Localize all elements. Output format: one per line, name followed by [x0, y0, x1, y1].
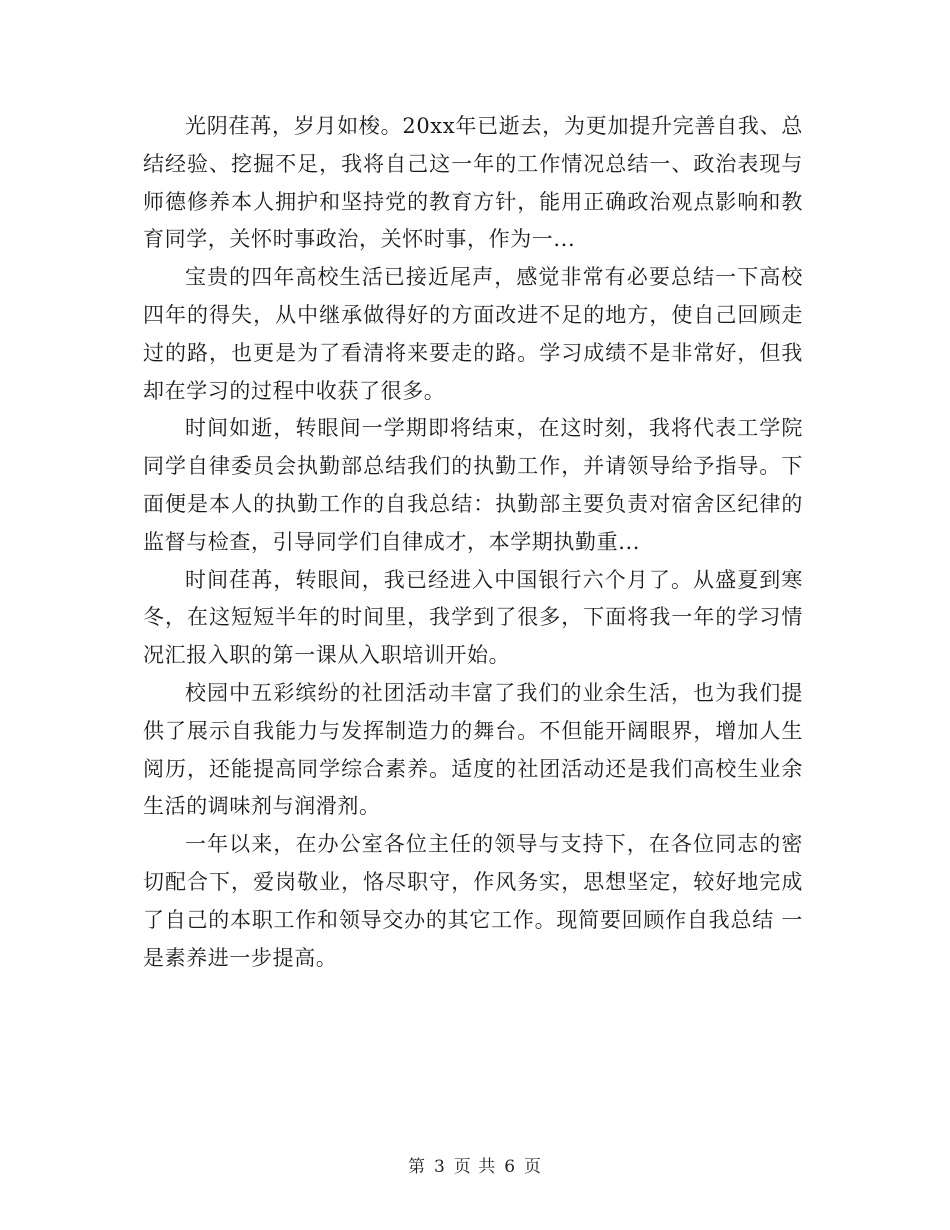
paragraph-3: 时间如逝，转眼间一学期即将结束，在这时刻，我将代表工学院同学自律委员会执勤部总结我们的执勤工作，并请领导给予指导。下面便是本人的执勤工作的自我总结：执勤部主要负责对宿舍区纪律的监督与检查，引导同学们自律成才，本学期执勤重...	[143, 416, 803, 554]
paragraph-1: 光阴荏苒，岁月如梭。20xx年已逝去，为更加提升完善自我、总结经验、挖掘不足，我将自己这一年的工作情况总结一、政治表现与师德修养本人拥护和坚持党的教育方针，能用正确政治观点影响和教育同学，关怀时事政治，关怀时事，作为一...	[143, 114, 803, 252]
paragraph-5: 校园中五彩缤纷的社团活动丰富了我们的业余生活，也为我们提供了展示自我能力与发挥制造力的舞台。不但能开阔眼界，增加人生阅历，还能提高同学综合素养。适度的社团活动还是我们高校生业余生活的调味剂与润滑剂。	[143, 680, 803, 819]
footer-middle: 页 共	[453, 1157, 497, 1177]
document-body	[143, 108, 803, 977]
paragraph-4: 时间荏苒，转眼间，我已经进入中国银行六个月了。从盛夏到寒冬，在这短短半年的时间里，我学到了很多，下面将我一年的学习情况汇报入职的第一课从入职培训开始。	[143, 567, 803, 668]
footer-current-page: 3	[433, 1157, 446, 1177]
footer-suffix: 页	[524, 1157, 543, 1177]
paragraph-6: 一年以来，在办公室各位主任的领导与支持下，在各位同志的密切配合下，爱岗敬业，恪尽职守，作风务实，思想坚定，较好地完成了自己的本职工作和领导交办的其它工作。现简要回顾作自我总结 一是素养进一步提高。	[143, 832, 803, 970]
footer-prefix: 第	[407, 1157, 426, 1177]
footer-total-pages: 6	[504, 1157, 517, 1177]
paragraph-2: 宝贵的四年高校生活已接近尾声，感觉非常有必要总结一下高校四年的得失，从中继承做得好的方面改进不足的地方，使自己回顾走过的路，也更是为了看清将来要走的路。学习成绩不是非常好，但我却在学习的过程中收获了很多。	[143, 265, 803, 403]
page-footer	[0, 1152, 950, 1177]
